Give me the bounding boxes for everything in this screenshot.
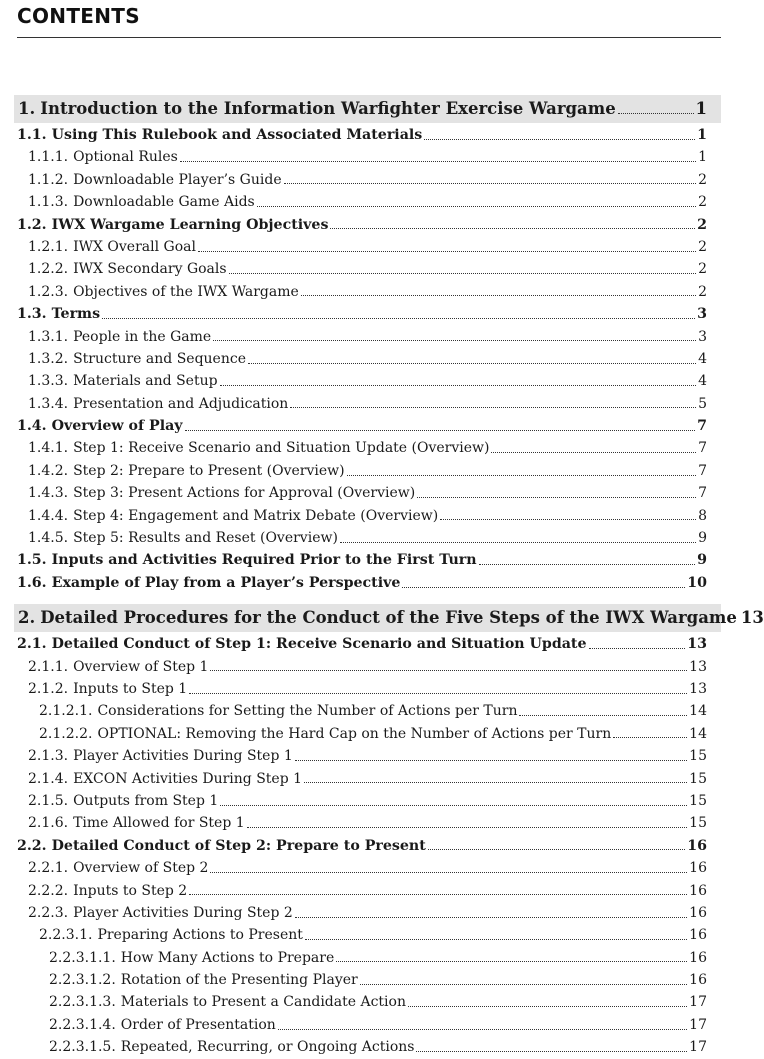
toc-page-number: 3 [698, 328, 707, 345]
toc-entry-number: 1.4.1. [28, 440, 69, 457]
toc-entry-title: Step 5: Results and Reset (Overview) [73, 530, 338, 547]
toc-dot-leader [408, 1006, 687, 1007]
toc-page-number: 2 [697, 216, 707, 233]
toc-page-number: 9 [697, 552, 707, 569]
toc-entry-title: Detailed Conduct of Step 1: Receive Scenario and Situation Update [51, 636, 587, 653]
toc-page-number: 1 [695, 99, 707, 118]
toc-entry-title: Preparing Actions to Present [97, 927, 303, 944]
toc-entry-title: Player Activities During Step 2 [73, 904, 293, 921]
toc-entry-number: 2. [18, 608, 36, 628]
toc-entry-title: Considerations for Setting the Number of Actions per Turn [97, 703, 518, 720]
toc-entry[interactable] [0, 835, 721, 857]
toc-entry-number: 2.2.3.1.1. [49, 949, 116, 966]
toc-entry-title: Inputs to Step 1 [73, 680, 188, 697]
toc-entry-number: 1.3. [17, 306, 47, 323]
toc-page-number: 14 [689, 725, 707, 742]
toc-dot-leader [424, 139, 695, 140]
toc-entry-number: 1.2.3. [28, 283, 69, 300]
toc-entry[interactable] [0, 303, 721, 325]
toc-page-number: 2 [698, 261, 707, 278]
toc-dot-leader [360, 984, 687, 985]
toc-dot-leader [189, 894, 687, 895]
toc-entry[interactable] [0, 370, 721, 392]
toc-dot-leader [304, 782, 687, 783]
toc-dot-leader [210, 872, 687, 873]
toc-dot-leader [257, 206, 696, 207]
toc-page-number: 5 [698, 395, 707, 412]
toc-entry-number: 1.2.1. [28, 238, 69, 255]
toc-page-number: 15 [689, 815, 707, 832]
toc-dot-leader [336, 961, 687, 962]
toc-entry-number: 1. [18, 99, 36, 118]
toc-entry[interactable] [0, 678, 721, 700]
toc-entry-title: IWX Secondary Goals [73, 261, 227, 278]
toc-entry-title: Inputs and Activities Required Prior to the First Turn [51, 552, 477, 569]
toc-entry-title: Introduction to the Information Warfighter Exercise Wargame [40, 99, 616, 118]
toc-entry[interactable] [0, 880, 721, 902]
toc-dot-leader [220, 385, 697, 386]
toc-page-number: 16 [687, 837, 707, 854]
toc-page-number: 17 [689, 1039, 707, 1056]
toc-dot-leader [213, 340, 696, 341]
toc-entry-title: Order of Presentation [120, 1016, 276, 1033]
toc-entry-title: Materials to Present a Candidate Action [120, 994, 406, 1011]
toc-entry-title: Rotation of the Presenting Player [120, 972, 358, 989]
toc-entry-title: Overview of Step 1 [73, 658, 209, 675]
toc-dot-leader [340, 542, 696, 543]
toc-entry-title: Detailed Conduct of Step 2: Prepare to Present [51, 837, 426, 854]
toc-dot-leader [479, 564, 696, 565]
toc-entry-title: Terms [51, 306, 101, 323]
toc-page-number: 13 [740, 608, 764, 628]
toc-entry-number: 1.2.2. [28, 261, 69, 278]
toc-entry-title: Structure and Sequence [73, 350, 246, 367]
toc-entry-title: EXCON Activities During Step 1 [73, 770, 303, 787]
toc-entry-title: IWX Wargame Learning Objectives [51, 216, 329, 233]
toc-entry-number: 2.2.2. [28, 882, 69, 899]
toc-entry-number: 2.1.4. [28, 770, 69, 787]
toc-dot-leader [284, 183, 696, 184]
toc-dot-leader [220, 805, 687, 806]
toc-dot-leader [247, 827, 688, 828]
toc-page-number: 2 [698, 171, 707, 188]
toc-dot-leader [402, 587, 685, 588]
toc-dot-leader [295, 917, 687, 918]
toc-entry-title: Outputs from Step 1 [73, 792, 219, 809]
toc-dot-leader [189, 693, 687, 694]
toc-page-number: 16 [689, 882, 707, 899]
toc-page-number: 4 [698, 350, 707, 367]
toc-page-number: 9 [698, 530, 707, 547]
toc-dot-leader [613, 737, 687, 738]
toc-dot-leader [416, 1051, 687, 1052]
toc-entry[interactable] [0, 191, 721, 213]
toc-entry-number: 2.1.3. [28, 748, 69, 765]
toc-entry-number: 1.4.5. [28, 530, 69, 547]
toc-entry[interactable] [0, 281, 721, 303]
toc-entry-number: 2.1.1. [28, 658, 69, 675]
toc-entry[interactable] [0, 169, 721, 191]
toc-entry-title: People in the Game [73, 328, 212, 345]
toc-entry-number: 2.2.3.1.4. [49, 1016, 116, 1033]
toc-entry-number: 2.2.3.1.5. [49, 1039, 116, 1056]
toc-entry-title: Step 2: Prepare to Present (Overview) [73, 462, 345, 479]
toc-dot-leader [295, 760, 687, 761]
toc-dot-leader [330, 228, 695, 229]
contents-heading: CONTENTS [17, 4, 140, 28]
toc-entry[interactable] [0, 790, 721, 812]
toc-entry-number: 2.2.1. [28, 860, 69, 877]
toc-page-number: 7 [698, 462, 707, 479]
toc-entry-title: Optional Rules [73, 149, 178, 166]
toc-entry-number: 2.1.2.1. [39, 703, 93, 720]
toc-entry-number: 1.3.1. [28, 328, 69, 345]
toc-entry[interactable] [0, 393, 721, 415]
toc-entry-number: 2.2.3.1.2. [49, 972, 116, 989]
toc-entry-number: 2.1.6. [28, 815, 69, 832]
toc-page-number: 17 [689, 1016, 707, 1033]
toc-page-number: 16 [689, 949, 707, 966]
toc-entry[interactable] [0, 348, 721, 370]
toc-entry[interactable] [0, 572, 721, 594]
toc-entry-title: Using This Rulebook and Associated Materials [51, 127, 423, 143]
toc-entry-title: Overview of Play [51, 418, 183, 435]
toc-entry-number: 1.1.1. [28, 149, 69, 166]
toc-page-number: 15 [689, 770, 707, 787]
toc-entry-number: 1.1.2. [28, 171, 69, 188]
toc-entry[interactable] [0, 633, 721, 655]
toc-dot-leader [417, 497, 696, 498]
section-gap [0, 594, 721, 604]
toc-page-number: 8 [698, 507, 707, 524]
toc-entry-number: 1.3.2. [28, 350, 69, 367]
toc-entry[interactable] [0, 1036, 721, 1058]
table-of-contents [0, 95, 764, 1059]
toc-entry-number: 1.4.4. [28, 507, 69, 524]
toc-entry[interactable] [0, 482, 721, 504]
toc-dot-leader [102, 318, 695, 319]
toc-entry[interactable] [0, 460, 721, 482]
toc-entry[interactable] [0, 947, 721, 969]
toc-entry-number: 1.4.3. [28, 485, 69, 502]
toc-dot-leader [185, 430, 696, 431]
toc-page-number: 16 [689, 904, 707, 921]
toc-entry[interactable] [0, 505, 721, 527]
toc-dot-leader [305, 939, 687, 940]
toc-dot-leader [440, 519, 696, 520]
toc-entry-title: Time Allowed for Step 1 [73, 815, 245, 832]
toc-entry[interactable] [0, 214, 721, 236]
toc-entry-title: Presentation and Adjudication [73, 395, 289, 412]
toc-entry-title: Overview of Step 2 [73, 860, 209, 877]
toc-entry[interactable] [0, 812, 721, 834]
toc-page-number: 2 [698, 283, 707, 300]
toc-entry-number: 1.5. [17, 552, 47, 569]
toc-entry-title: IWX Overall Goal [73, 238, 196, 255]
toc-entry-title: Example of Play from a Player’s Perspective [51, 574, 401, 591]
toc-entry[interactable] [0, 857, 721, 879]
toc-dot-leader [278, 1029, 687, 1030]
toc-page-number: 14 [689, 703, 707, 720]
toc-entry-number: 1.6. [17, 574, 47, 591]
toc-entry[interactable] [0, 745, 721, 767]
toc-entry[interactable] [0, 437, 721, 459]
toc-page-number: 13 [689, 658, 707, 675]
toc-dot-leader [301, 295, 696, 296]
toc-entry-title: Repeated, Recurring, or Ongoing Actions [120, 1039, 415, 1056]
toc-entry-title: Player Activities During Step 1 [73, 748, 293, 765]
toc-entry-number: 2.1.2.2. [39, 725, 93, 742]
toc-entry-title: OPTIONAL: Removing the Hard Cap on the Number of Actions per Turn [97, 725, 612, 742]
toc-entry-title: Step 3: Present Actions for Approval (Overview) [73, 485, 416, 502]
toc-entry-title: Downloadable Player’s Guide [73, 171, 282, 188]
toc-entry[interactable] [0, 258, 721, 280]
toc-dot-leader [618, 113, 694, 114]
toc-entry-number: 2.1.2. [28, 680, 69, 697]
toc-page-number: 7 [697, 418, 707, 435]
toc-entry[interactable] [0, 924, 721, 946]
toc-dot-leader [290, 407, 696, 408]
toc-entry-title: Objectives of the IWX Wargame [73, 283, 299, 300]
toc-entry[interactable] [0, 549, 721, 571]
toc-entry[interactable] [0, 723, 721, 745]
toc-dot-leader [180, 161, 696, 162]
toc-dot-leader [491, 452, 696, 453]
toc-page-number: 7 [698, 440, 707, 457]
toc-entry-number: 1.4. [17, 418, 47, 435]
toc-page-number: 10 [687, 574, 707, 591]
toc-entry-title: How Many Actions to Prepare [120, 949, 335, 966]
toc-entry-number: 1.1.3. [28, 194, 69, 211]
toc-page-number: 17 [689, 994, 707, 1011]
toc-entry[interactable] [0, 969, 721, 991]
toc-entry-title: Materials and Setup [73, 373, 218, 390]
toc-dot-leader [210, 670, 687, 671]
heading-divider [17, 37, 721, 38]
toc-entry-title: Step 1: Receive Scenario and Situation Update (Overview) [73, 440, 490, 457]
toc-page-number: 16 [689, 860, 707, 877]
toc-page-number: 15 [689, 792, 707, 809]
toc-entry-number: 2.2.3. [28, 904, 69, 921]
toc-entry-title: Detailed Procedures for the Conduct of the Five Steps of the IWX Wargame [40, 608, 737, 628]
toc-entry[interactable] [0, 236, 721, 258]
toc-entry[interactable] [0, 902, 721, 924]
toc-dot-leader [428, 849, 685, 850]
toc-page-number: 2 [698, 238, 707, 255]
toc-entry[interactable] [0, 656, 721, 678]
toc-entry-number: 2.2. [17, 837, 47, 854]
toc-entry[interactable] [0, 326, 721, 348]
toc-entry-number: 2.1.5. [28, 792, 69, 809]
toc-entry[interactable] [0, 1014, 721, 1036]
toc-entry-number: 2.1. [17, 636, 47, 653]
toc-page-number: 13 [687, 636, 707, 653]
toc-chapter-entry[interactable] [14, 604, 764, 632]
toc-dot-leader [198, 251, 696, 252]
toc-page-number: 16 [689, 927, 707, 944]
toc-entry-title: Inputs to Step 2 [73, 882, 188, 899]
toc-entry-number: 2.2.3.1.3. [49, 994, 116, 1011]
toc-entry-number: 1.3.4. [28, 395, 69, 412]
toc-entry[interactable] [0, 768, 721, 790]
toc-page-number: 1 [698, 149, 707, 166]
toc-entry[interactable] [0, 415, 721, 437]
toc-dot-leader [589, 648, 686, 649]
toc-entry-number: 1.4.2. [28, 462, 69, 479]
toc-entry[interactable] [0, 146, 721, 168]
toc-dot-leader [229, 273, 697, 274]
toc-page-number: 15 [689, 748, 707, 765]
toc-page-number: 3 [697, 306, 707, 323]
toc-entry[interactable] [0, 527, 721, 549]
toc-entry-number: 1.2. [17, 216, 47, 233]
toc-page-number: 16 [689, 972, 707, 989]
toc-page-number: 13 [689, 680, 707, 697]
toc-dot-leader [347, 475, 696, 476]
toc-entry-title: Step 4: Engagement and Matrix Debate (Overview) [73, 507, 439, 524]
toc-entry-number: 1.3.3. [28, 373, 69, 390]
toc-chapter-entry[interactable] [14, 95, 721, 123]
toc-entry-number: 2.2.3.1. [39, 927, 93, 944]
toc-dot-leader [248, 363, 696, 364]
toc-dot-leader [519, 715, 687, 716]
toc-entry[interactable] [0, 124, 721, 146]
toc-page-number: 4 [698, 373, 707, 390]
toc-entry[interactable] [0, 700, 721, 722]
toc-entry[interactable] [0, 991, 721, 1013]
toc-entry-number: 1.1. [17, 127, 47, 143]
toc-entry-title: Downloadable Game Aids [73, 194, 255, 211]
toc-page-number: 2 [698, 194, 707, 211]
toc-page-number: 7 [698, 485, 707, 502]
toc-page-number: 1 [697, 127, 707, 143]
